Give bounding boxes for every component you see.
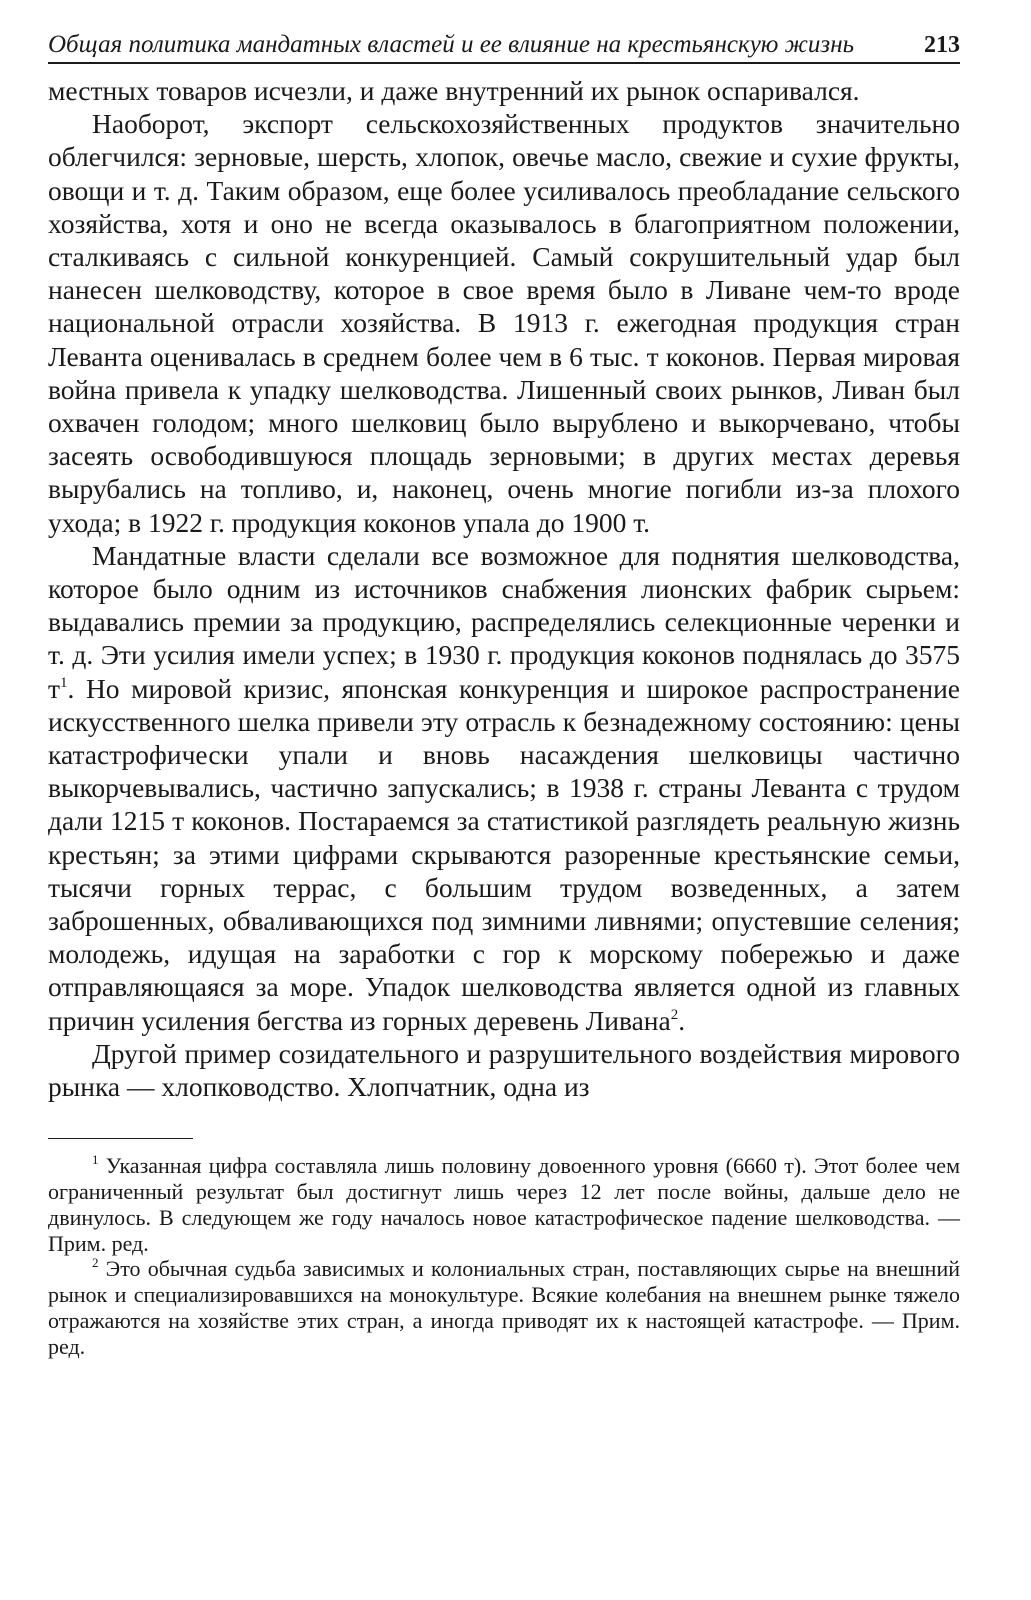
footnote-text: Это обычная судьба зависимых и колониальных стран, поставляющих сырье на внешний рынок и специализировавшихся на монокультуре. Всякие колебания на внешнем рынке тяжело отражаются на хозяйстве этих стран, а иногда приводят их к настоящей катастрофе. — Прим. ред. <box>48 1256 960 1359</box>
main-text <box>48 74 960 1103</box>
footnote-1 <box>48 1153 960 1256</box>
paragraph-continued: местных товаров исчезли, и даже внутренний их рынок оспаривался. <box>48 75 860 106</box>
running-header <box>48 30 960 64</box>
paragraph-text: Мандатные власти сделали все возможное для поднятия шелководства, которое было одним из источников снабжения лионских фабрик сырьем: выдавались премии за продукцию, распределялись селекционные черенки и т. д. Эти усилия имели успех; в 1930 г. продукция коконов поднялась до 3575 т <box>48 539 960 704</box>
paragraph-text: . <box>678 1004 686 1036</box>
footnote-text: Указанная цифра составляла лишь половину довоенного уровня (6660 т). Этот более чем ограниченный результат был достигнут лишь через 12 лет после войны, дальше дело не двинулось. В следующем же году началось новое катастрофическое падение шелководства. — Прим. ред. <box>48 1153 960 1256</box>
footnote-ref-2: 2 <box>670 1006 679 1023</box>
paragraph-mandate-silk <box>48 539 960 1037</box>
footnote-mark: 1 <box>92 1152 99 1168</box>
footnote-ref-1: 1 <box>60 674 68 691</box>
footnotes <box>48 1153 960 1359</box>
paragraph-export: Наоборот, экспорт сельскохозяйственных продуктов значительно облегчился: зерновые, шерсть, хлопок, овечье масло, свежие и сухие фрукты, овощи и т. д. Таким образом, еще более усиливалось преобладание сельского хозяйства, хотя и оно не всегда оказывалось в благоприятном положении, сталкиваясь с сильной конкуренцией. Самый сокрушительный удар был нанесен шелководству, которое в свое время было в Ливане чем-то вроде национальной отрасли хозяйства. В 1913 г. ежегодная продукция стран Леванта оценивалась в среднем более чем в 6 тыс. т коконов. Первая мировая война привела к упадку шелководства. Лишенный своих рынков, Ливан был охвачен голодом; много шелковиц было вырублено и выкорчевано, чтобы засеять освободившуюся площадь зерновыми; в других местах деревья вырубались на топливо, и, наконец, очень многие погибли из-за плохого ухода; в 1922 г. продукция коконов упала до 1900 т. <box>48 108 960 538</box>
paragraph-text: . Но мировой кризис, японская конкуренция и широкое распространение искусственного шелка привели эту отрасль к безнадежному состоянию: цены катастрофически упали и вновь насаждения шелковицы частично выкорчевывались, частично запускались; в 1938 г. страны Леванта с трудом дали 1215 т коконов. Постараемся за статистикой разглядеть реальную жизнь крестьян; за этими цифрами скрываются разоренные крестьянские семьи, тысячи горных террас, с большим трудом возведенных, а затем заброшенных, обваливающихся под зимними ливнями; опустевшие селения; молодежь, идущая на заработки с гор к морскому побережью и даже отправляющаяся за море. Упадок шелководства является одной из главных причин усиления бегства из горных деревень Ливана <box>48 672 960 1036</box>
footnote-mark: 2 <box>92 1255 99 1271</box>
paragraph-cotton: Другой пример созидательного и разрушительного воздействия мирового рынка — хлопководство. Хлопчатник, одна из <box>48 1037 960 1103</box>
footnote-2 <box>48 1256 960 1359</box>
running-title: Общая политика мандатных властей и ее влияние на крестьянскую жизнь <box>48 31 854 58</box>
footnote-divider <box>48 1138 193 1139</box>
page-number: 213 <box>924 32 960 58</box>
book-page <box>48 30 960 1360</box>
